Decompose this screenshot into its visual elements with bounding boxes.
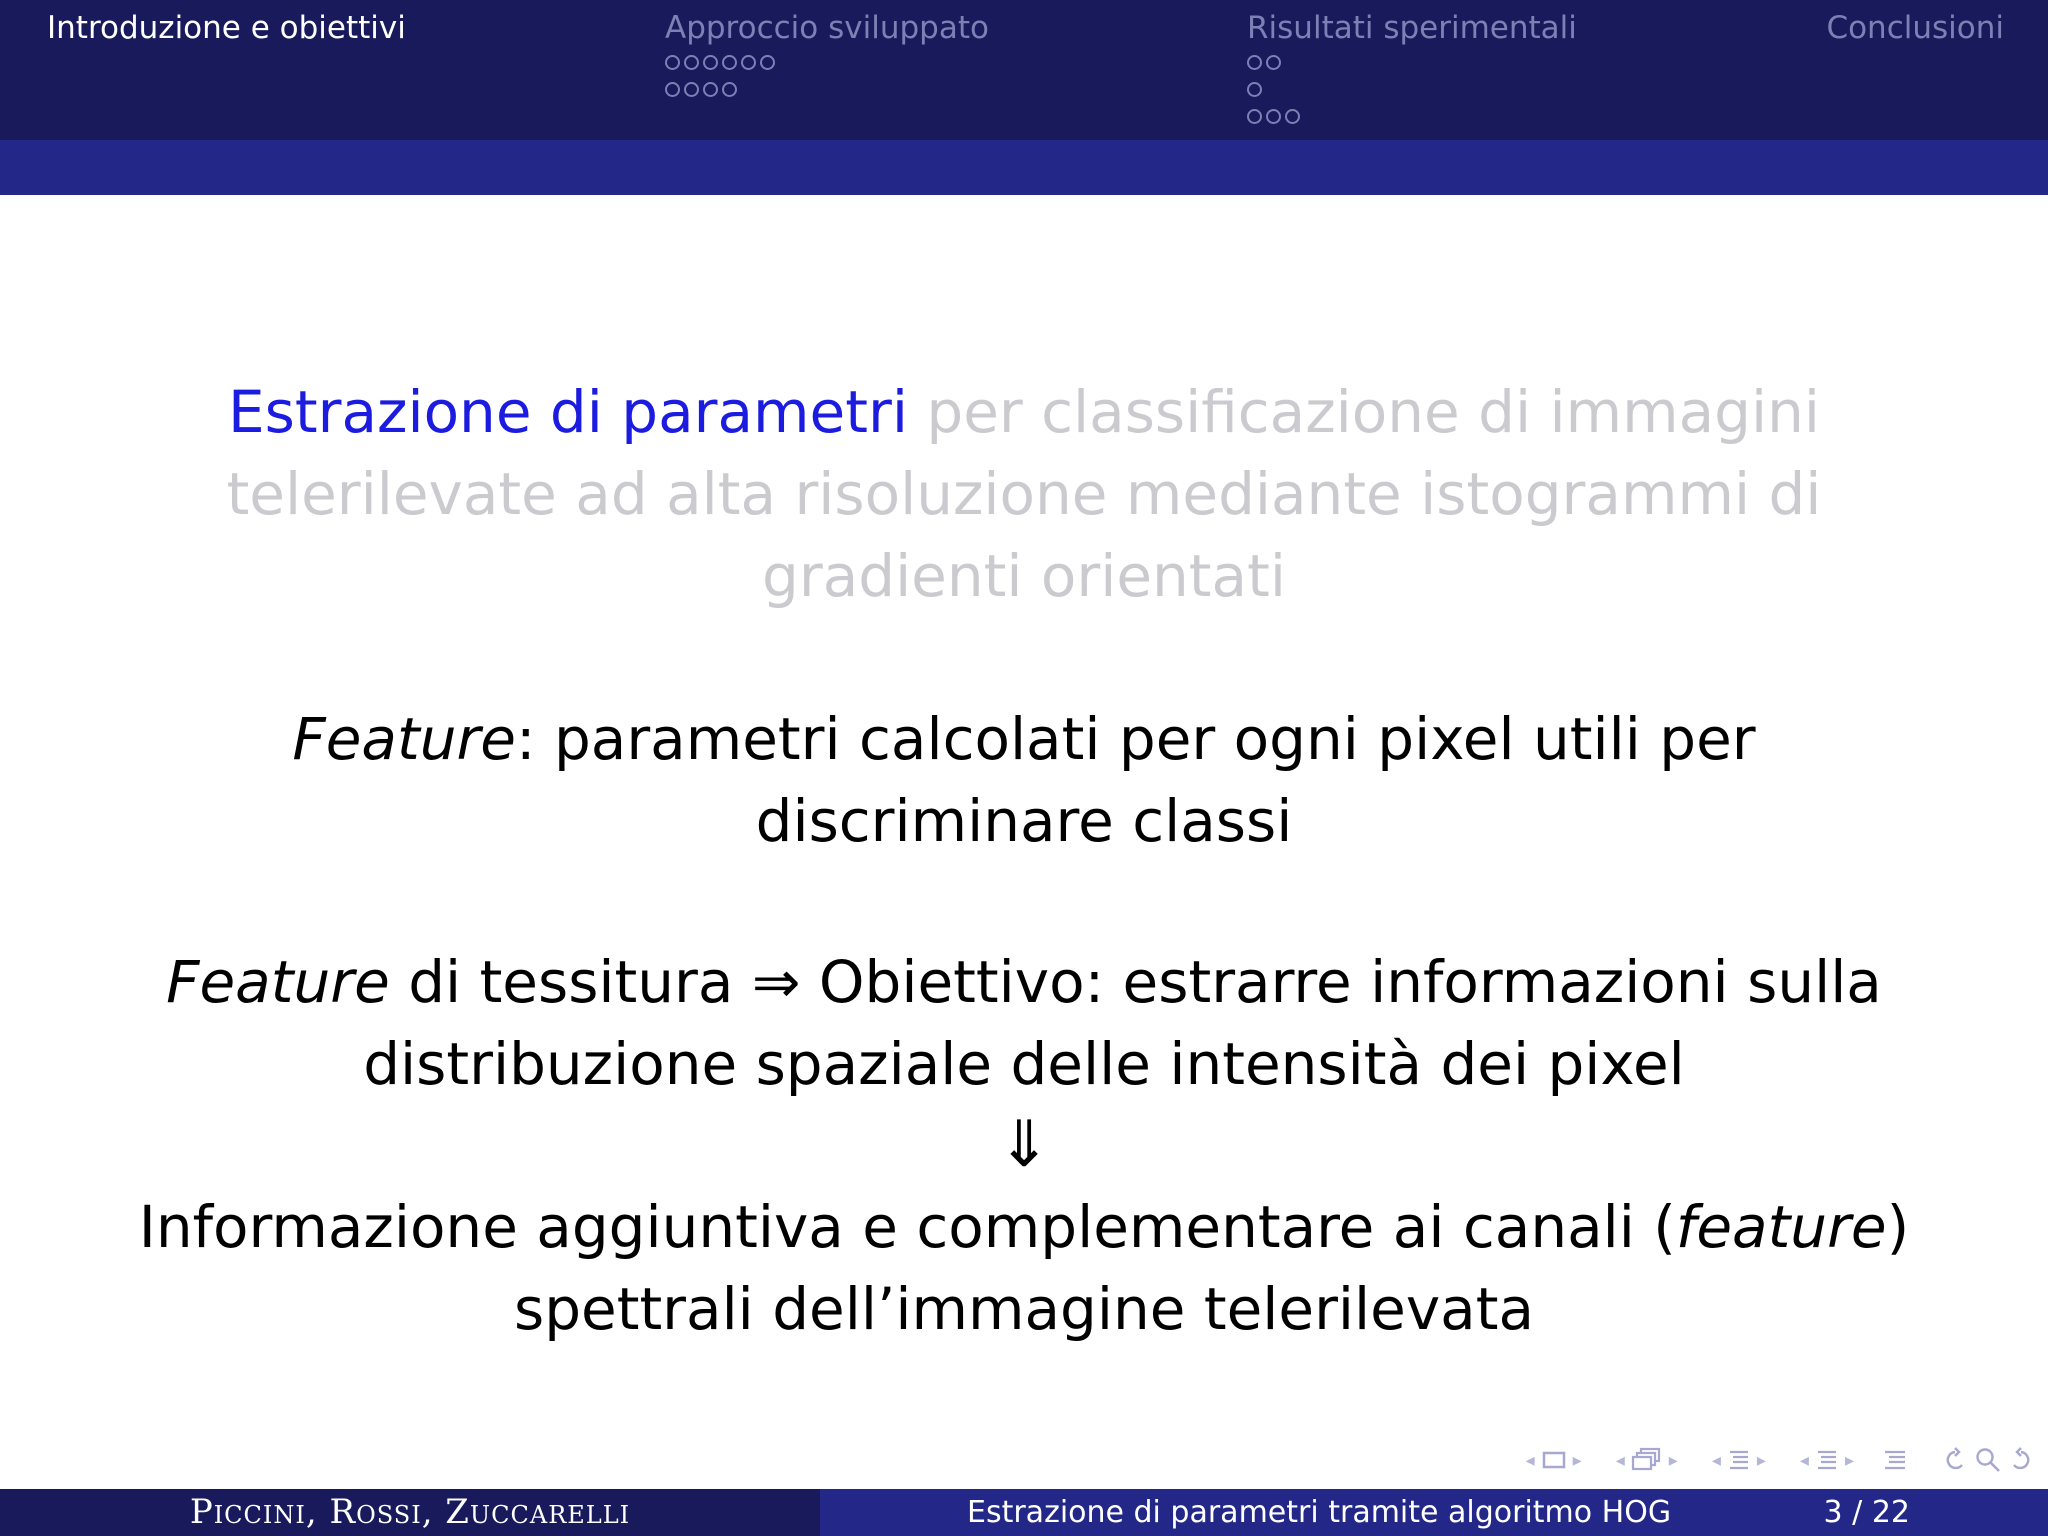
nav-dots-row (665, 48, 989, 75)
nav-frame-dot[interactable] (665, 82, 680, 97)
slide-title-line-1 (0, 371, 2048, 453)
nav-section-icon[interactable]: ◂ ▸ (1711, 1449, 1766, 1471)
nav-frame-dot[interactable] (703, 82, 718, 97)
nav-frame-dot[interactable] (741, 55, 756, 70)
nav-frame-dot[interactable] (684, 55, 699, 70)
feature-term: Feature (292, 705, 516, 773)
title-rest: per classificazione di immagini (926, 378, 1820, 446)
nav-frame-dot[interactable] (722, 55, 737, 70)
undo-icon[interactable] (1942, 1447, 1968, 1473)
footer-title: Estrazione di parametri tramite algoritmo HOG (967, 1495, 1672, 1530)
header-strip (0, 140, 2048, 195)
nav-frame-dot[interactable] (760, 55, 775, 70)
nav-section-risultati[interactable] (1247, 8, 1577, 129)
nav-frame-dot[interactable] (703, 55, 718, 70)
texture-text: di tessitura ⇒ Obiettivo: estrarre informazioni sulla (389, 948, 1882, 1016)
nav-dots-row (1247, 75, 1577, 102)
nav-frame-dot[interactable] (684, 82, 699, 97)
nav-frame-dot[interactable] (1247, 109, 1262, 124)
nav-section-conclusioni[interactable] (1826, 8, 2004, 48)
feature-text: : parametri calcolati per ogni pixel utili per (515, 705, 1756, 773)
texture-term: Feature (166, 948, 390, 1016)
info-text-end: ) (1886, 1193, 1910, 1261)
nav-frame-dot[interactable] (722, 82, 737, 97)
slide-title-line-3: gradienti orientati (762, 542, 1286, 610)
feature-definition (0, 698, 2048, 862)
nav-prev-next-frame-icon[interactable]: ◂ ▸ (1525, 1449, 1582, 1471)
nav-dots-row (665, 75, 989, 102)
info-line-2: spettrali dell’immagine telerilevata (513, 1275, 1534, 1343)
nav-frame-dot[interactable] (1266, 109, 1281, 124)
info-line-1 (0, 1186, 2048, 1268)
nav-section-title[interactable]: Approccio sviluppato (665, 10, 989, 46)
feature-line-2: discriminare classi (755, 787, 1293, 855)
nav-section-title[interactable]: Introduzione e obiettivi (47, 10, 406, 46)
search-icon[interactable] (1974, 1446, 2002, 1474)
nav-doc-icon[interactable] (1882, 1448, 1908, 1472)
footer-info (820, 1489, 2048, 1536)
footer-authors: Piccini, Rossi, Zuccarelli (0, 1489, 820, 1536)
nav-dots-row (1247, 102, 1577, 129)
slide-title (0, 371, 2048, 617)
redo-icon[interactable] (2008, 1447, 2034, 1473)
nav-subsection-icon[interactable]: ◂ ▸ (1615, 1449, 1678, 1471)
slide-title-line-2: telerilevate ad alta risoluzione mediante istogrammi di (226, 460, 1822, 528)
nav-section-title[interactable]: Risultati sperimentali (1247, 10, 1577, 46)
texture-line-2: distribuzione spaziale delle intensità dei pixel (363, 1030, 1685, 1098)
nav-section-icon[interactable]: ◂ ▸ (1799, 1449, 1854, 1471)
nav-dots-row (1247, 48, 1577, 75)
title-highlight: Estrazione di parametri (228, 378, 908, 446)
texture-line-1 (0, 941, 2048, 1023)
nav-frame-dot[interactable] (665, 55, 680, 70)
nav-frame-dot[interactable] (1247, 82, 1262, 97)
header-nav (0, 0, 2048, 140)
nav-section-title[interactable]: Conclusioni (1826, 10, 2004, 46)
feature-line-1 (0, 698, 2048, 780)
texture-objective (0, 941, 2048, 1105)
nav-frame-dot[interactable] (1266, 55, 1281, 70)
info-conclusion (0, 1186, 2048, 1350)
nav-frame-dot[interactable] (1247, 55, 1262, 70)
nav-section-approccio[interactable] (665, 8, 989, 102)
double-down-arrow: ⇓ (997, 1108, 1051, 1182)
footer-page-number: 3 / 22 (1823, 1495, 1910, 1530)
info-text-start: Informazione aggiuntiva e complementare ai canali ( (138, 1193, 1676, 1261)
nav-frame-dot[interactable] (1285, 109, 1300, 124)
beamer-nav-symbols (1498, 1440, 2034, 1480)
nav-section-introduzione[interactable] (47, 8, 406, 48)
info-term: feature (1675, 1193, 1887, 1261)
